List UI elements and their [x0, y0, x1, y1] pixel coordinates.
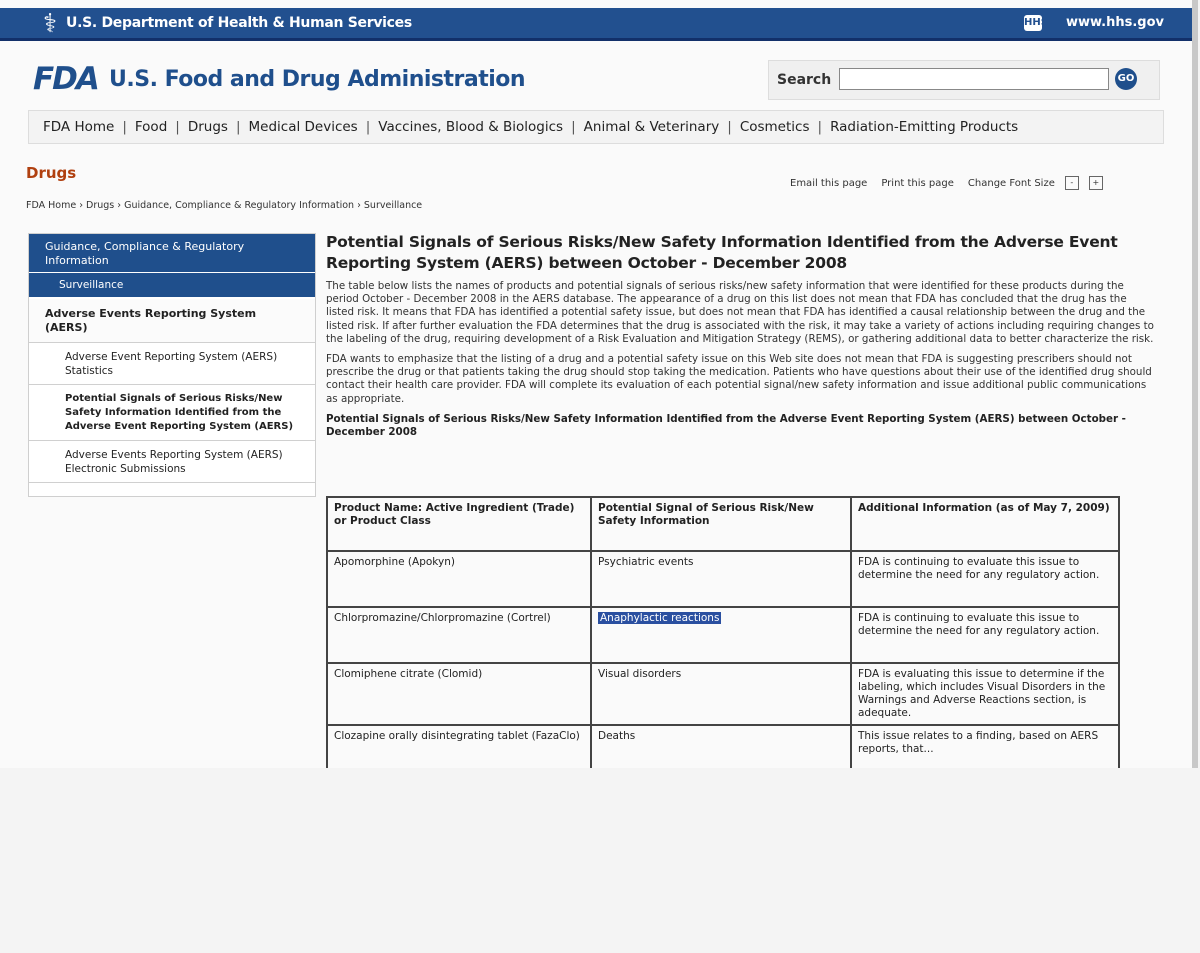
- table-cell-product: Clomiphene citrate (Clomid): [327, 663, 591, 725]
- search-input[interactable]: [839, 68, 1109, 90]
- font-smaller-button[interactable]: -: [1065, 176, 1079, 190]
- sidebar-subcategory-link[interactable]: Surveillance: [29, 273, 315, 299]
- top-navigation: [28, 110, 1164, 144]
- hhs-eagle-icon: ⚕: [42, 9, 58, 39]
- font-size-label: Change Font Size: [967, 177, 1055, 189]
- sidebar-item-potential-signals[interactable]: Potential Signals of Serious Risks/New Safety Information Identified from the Adverse Event Reporting System (AERS): [29, 385, 315, 441]
- hhs-banner: [0, 8, 1192, 41]
- risk-table: [326, 496, 1120, 768]
- breadcrumb[interactable]: FDA Home › Drugs › Guidance, Compliance & Regulatory Information › Surveillance: [26, 200, 423, 211]
- sidebar-heading-aers[interactable]: Adverse Events Reporting System (AERS): [29, 299, 315, 343]
- sidebar-item-electronic-submissions[interactable]: Adverse Events Reporting System (AERS) Electronic Submissions: [29, 441, 315, 483]
- table-header-signal: Potential Signal of Serious Risk/New Safety Information: [591, 497, 851, 551]
- left-sidebar: [28, 233, 316, 497]
- table-row: [327, 725, 1119, 768]
- section-title: Drugs: [26, 164, 77, 182]
- page-title: Potential Signals of Serious Risks/New Safety Information Identified from the Adverse Event Reporting System (AERS) between October - December 2008: [326, 233, 1118, 272]
- selected-text-highlight[interactable]: Anaphylactic reactions: [600, 612, 720, 624]
- nav-separator: |: [122, 119, 127, 135]
- nav-radiation-products[interactable]: Radiation-Emitting Products: [830, 119, 1019, 135]
- agency-name: U.S. Food and Drug Administration: [109, 66, 526, 92]
- nav-separator: |: [817, 119, 823, 135]
- nav-separator: |: [235, 119, 241, 135]
- table-cell-product: Apomorphine (Apokyn): [327, 551, 591, 607]
- nav-separator: |: [571, 119, 576, 135]
- table-row: [327, 663, 1119, 725]
- table-header-additional-info: Additional Information (as of May 7, 2009): [851, 497, 1119, 551]
- table-cell-product: Clozapine orally disintegrating tablet (FazaClo): [327, 725, 591, 768]
- hhs-logo-icon: HHS: [1024, 15, 1042, 31]
- table-cell-signal: Deaths: [591, 725, 851, 768]
- table-cell-info: FDA is continuing to evaluate this issue to determine the need for any regulatory action.: [851, 551, 1119, 607]
- print-page-link[interactable]: Print this page: [881, 177, 954, 189]
- main-content: [326, 232, 1156, 439]
- intro-paragraph-1: The table below lists the names of products and potential signals of serious risks/new safety information that were identified for these products during the period October - December 2008 in the AERS database. The appearance of a drug on this list does not mean that FDA has concluded that the drug has the listed risk. It means that FDA has identified a potential safety issue, but does not mean that FDA has identified a causal relationship between the drug and the listed risk. If after further evaluation the FDA determines that the drug is associated with the risk, it may take a variety of actions including requiring changes to the labeling of the drug, requiring development of a Risk Evaluation and Mitigation Strategy (REMS), or gathering additional data to better characterize the risk.: [326, 280, 1154, 345]
- table-caption: Potential Signals of Serious Risks/New Safety Information Identified from the Adverse Event Reporting System (AERS) between October - December 2008: [326, 412, 1126, 438]
- intro-paragraph-2: FDA wants to emphasize that the listing of a drug and a potential safety issue on this Web site does not mean that FDA is suggesting prescribers should not prescribe the drug or that patients taking the drug should stop taking the medication. Patients who have questions about their use of the identified drug should contact their health care provider. FDA will complete its evaluation of each potential signal/new safety information and issue additional public communications as appropriate.: [326, 353, 1152, 405]
- table-cell-info: FDA is evaluating this issue to determine if the labeling, which includes Visual Disorders in the Warnings and Adverse Reactions section, is adequate.: [851, 663, 1119, 725]
- nav-drugs[interactable]: Drugs: [187, 119, 228, 135]
- table-header-row: [327, 497, 1119, 551]
- nav-food[interactable]: Food: [134, 119, 168, 135]
- nav-cosmetics[interactable]: Cosmetics: [739, 119, 810, 135]
- table-header-product: Product Name: Active Ingredient (Trade) or Product Class: [327, 497, 591, 551]
- font-larger-button[interactable]: +: [1089, 176, 1103, 190]
- hhs-department-link[interactable]: U.S. Department of Health & Human Services: [66, 15, 412, 31]
- email-page-link[interactable]: Email this page: [790, 177, 868, 189]
- table-cell-signal: Visual disorders: [591, 663, 851, 725]
- sidebar-category-link[interactable]: Guidance, Compliance & Regulatory Information: [29, 234, 315, 273]
- nav-animal-veterinary[interactable]: Animal & Veterinary: [583, 119, 720, 135]
- table-cell-info: This issue relates to a finding, based on AERS reports, that...: [851, 725, 1119, 768]
- nav-separator: |: [727, 119, 732, 135]
- search-label: Search: [777, 72, 832, 88]
- search-go-button[interactable]: GO: [1115, 68, 1137, 90]
- hhs-url-link[interactable]: www.hhs.gov: [1065, 15, 1164, 30]
- nav-separator: |: [365, 119, 371, 135]
- nav-fda-home[interactable]: FDA Home: [43, 119, 115, 135]
- fda-logo-mark: FDA: [33, 61, 98, 97]
- table-row: [327, 607, 1119, 663]
- sidebar-item-aers-statistics[interactable]: Adverse Event Reporting System (AERS) Statistics: [29, 343, 315, 385]
- page-utilities: [790, 176, 1103, 190]
- fda-logo[interactable]: [33, 61, 525, 97]
- table-cell-signal: [591, 607, 851, 663]
- table-cell-product: Chlorpromazine/Chlorpromazine (Cortrel): [327, 607, 591, 663]
- nav-separator: |: [175, 119, 180, 135]
- nav-medical-devices[interactable]: Medical Devices: [248, 119, 358, 135]
- table-cell-signal: Psychiatric events: [591, 551, 851, 607]
- table-cell-info: FDA is continuing to evaluate this issue to determine the need for any regulatory action.: [851, 607, 1119, 663]
- search-box: [768, 60, 1160, 100]
- table-row: [327, 551, 1119, 607]
- nav-vaccines[interactable]: Vaccines, Blood & Biologics: [378, 119, 564, 135]
